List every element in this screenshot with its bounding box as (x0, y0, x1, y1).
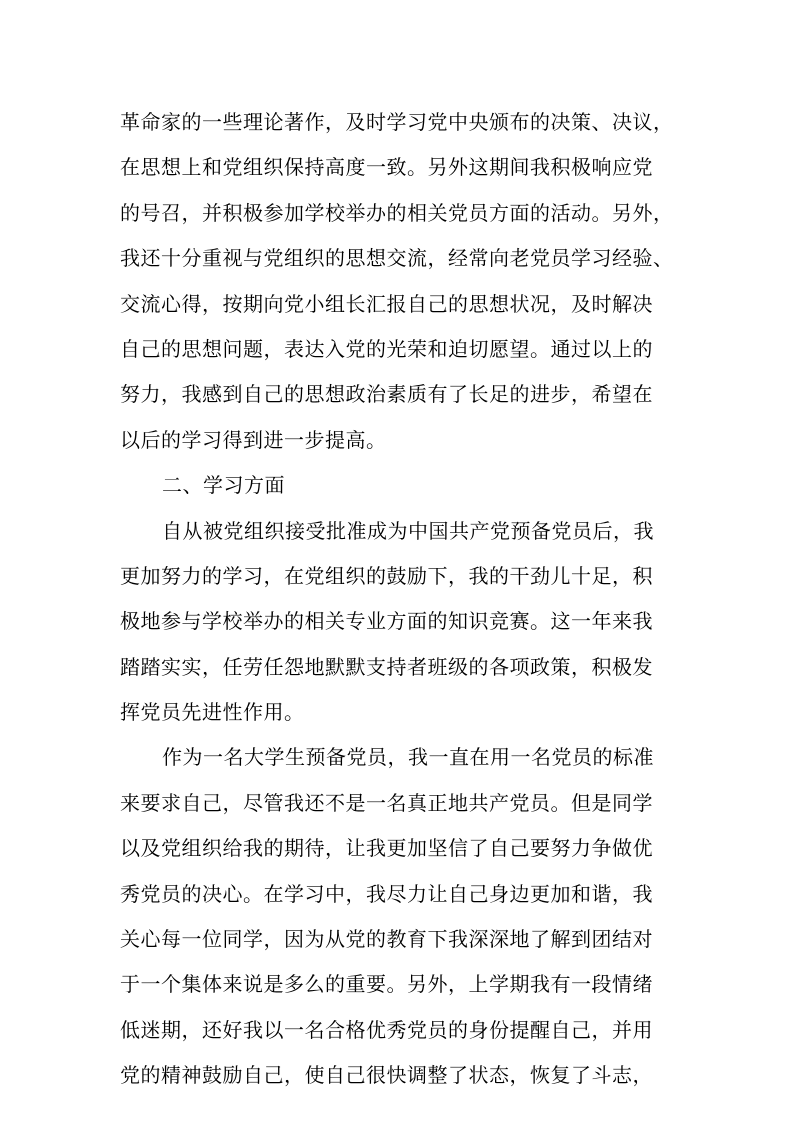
text-line: 踏踏实实，任劳任怨地默默支持者班级的各项政策，积极发 (120, 654, 653, 679)
text-line: 党的精神鼓励自己，使自己很快调整了状态，恢复了斗志， (120, 1063, 653, 1088)
text-line: 于一个集体来说是多么的重要。另外，上学期我有一段情绪 (120, 972, 653, 997)
document-body (120, 100, 682, 1099)
text-line: 自从被党组织接受批准成为中国共产党预备党员后，我 (162, 518, 654, 543)
text-line: 的号召，并积极参加学校举办的相关党员方面的活动。另外， (120, 200, 674, 225)
text-line: 关心每一位同学，因为从党的教育下我深深地了解到团结对 (120, 927, 653, 952)
text-line: 交流心得，按期向党小组长汇报自己的思想状况，及时解决 (120, 291, 653, 316)
text-line: 极地参与学校举办的相关专业方面的知识竞赛。这一年来我 (120, 609, 653, 634)
text-line: 努力，我感到自己的思想政治素质有了长足的进步，希望在 (120, 382, 653, 407)
text-line: 自己的思想问题，表达入党的光荣和迫切愿望。通过以上的 (120, 336, 653, 361)
text-line: 我还十分重视与党组织的思想交流，经常向老党员学习经验、 (120, 246, 674, 271)
text-line: 作为一名大学生预备党员，我一直在用一名党员的标准 (162, 745, 654, 770)
text-line: 以后的学习得到进一步提高。 (120, 427, 387, 452)
text-line: 革命家的一些理论著作，及时学习党中央颁布的决策、决议， (120, 110, 674, 134)
section-heading: 二、学习方面 (162, 473, 285, 498)
text-line: 来要求自己，尽管我还不是一名真正地共产党员。但是同学 (120, 790, 653, 815)
text-line: 在思想上和党组织保持高度一致。另外这期间我积极响应党 (120, 155, 653, 180)
text-line: 挥党员先进性作用。 (120, 700, 305, 725)
text-line: 秀党员的决心。在学习中，我尽力让自己身边更加和谐，我 (120, 881, 653, 906)
text-line: 低迷期，还好我以一名合格优秀党员的身份提醒自己，并用 (120, 1017, 653, 1042)
text-line: 更加努力的学习，在党组织的鼓励下，我的干劲儿十足，积 (120, 563, 653, 588)
text-line: 以及党组织给我的期待，让我更加坚信了自己要努力争做优 (120, 836, 653, 861)
